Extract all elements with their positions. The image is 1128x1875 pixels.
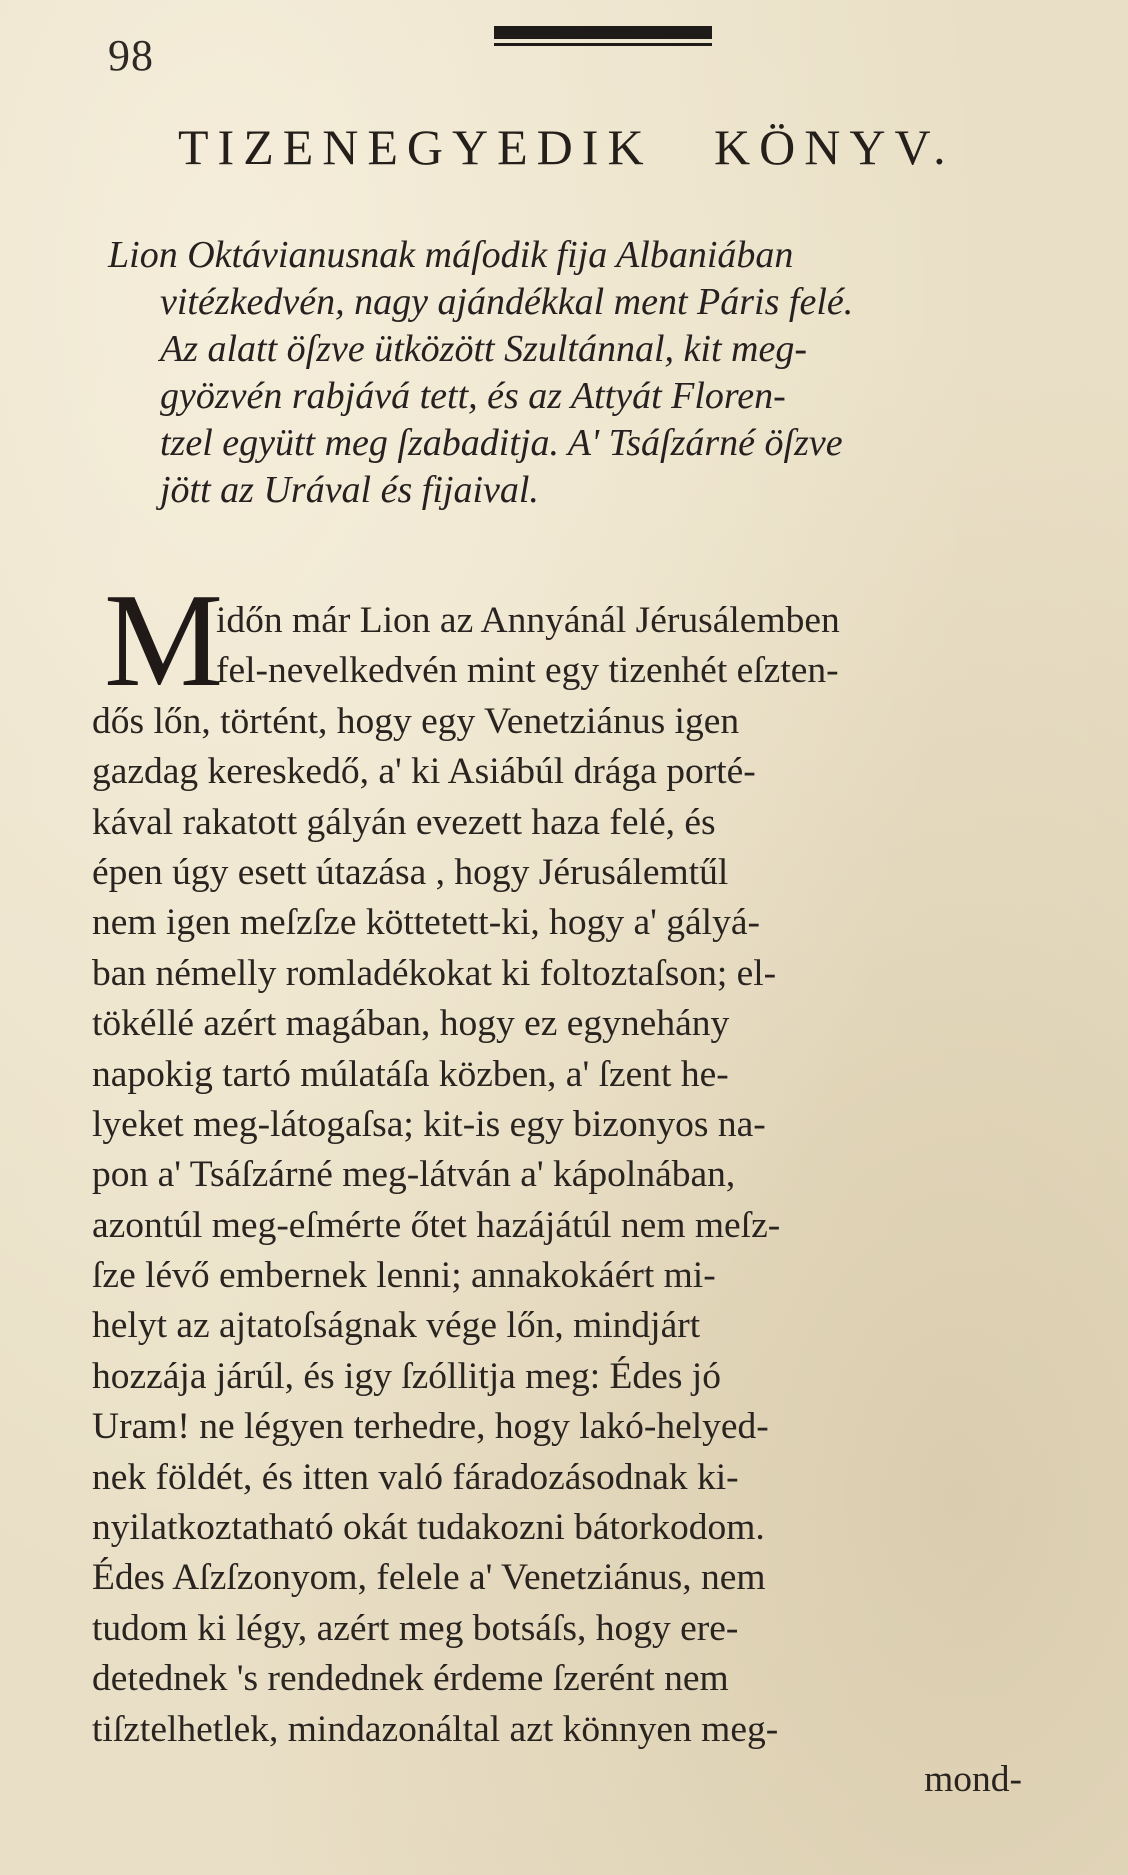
body-line: Édes Aſzſzonyom, felele a' Venetziánus, nem [92,1557,766,1599]
catchword: mond- [924,1758,1022,1800]
body-line: helyt az ajtatoſságnak vége lőn, mindjárt [92,1305,701,1347]
body-line: detednek 's rendednek érdeme ſzerént nem [92,1658,729,1700]
body-line: tiſztelhetlek, mindazonáltal azt könnyen meg- [92,1708,779,1750]
chapter-title: TIZENEGYEDIK KÖNYV. [178,119,955,175]
body-line: dős lőn, történt, hogy egy Venetziánus igen [92,700,740,742]
body-line: gazdag kereskedő, a' ki Asiábúl drága porté- [92,751,756,793]
body-line: fel-nevelkedvén mint egy tizenhét eſzten- [216,650,839,692]
body-line: tudom ki légy, azért meg botsáſs, hogy ere- [92,1607,739,1649]
body-line: napokig tartó múlatáſa közben, a' ſzent he- [92,1053,729,1095]
body-line: nyilatkoztatható okát tudakozni bátorkodom. [92,1507,765,1549]
body-line: pon a' Tsáſzárné meg-látván a' kápolnában, [92,1154,736,1196]
body-line: hozzája járúl, és igy ſzóllitja meg: Édes jó [92,1355,721,1397]
summary-line: jött az Urával és fijaival. [160,469,539,511]
header-rule [494,26,712,46]
body-line: épen úgy esett útazása , hogy Jérusálemtűl [92,851,729,893]
summary-line: Az alatt öſzve ütközött Szultánnal, kit meg- [160,328,807,370]
page-number: 98 [108,31,154,80]
body-line: tökéllé azért magában, hogy ez egynehány [92,1003,730,1045]
body-line: időn már Lion az Annyánál Jérusálemben [216,600,840,641]
body-text [92,596,1082,1805]
summary-line: tzel együtt meg ſzabaditja. A' Tsáſzárné öſzve [160,422,843,464]
summary-line: vitézkedvén, nagy ajándékkal ment Páris felé. [160,281,854,323]
body-line: Uram! ne légyen terhedre, hogy lakó-helyed- [92,1406,769,1448]
body-line: lyeket meg-látogaſsa; kit-is egy bizonyos na- [92,1103,766,1145]
body-line: nem igen meſzſze köttetett-ki, hogy a' gályá- [92,902,760,944]
body-line: nek földét, és itten való fáradozásodnak ki- [92,1456,739,1498]
body-line: ban némelly romladékokat ki foltoztaſson; el- [92,952,777,994]
summary-line: Lion Oktávianusnak máſodik fija Albaniában [108,234,794,276]
body-line: kával rakatott gályán evezett haza felé, és [92,801,716,843]
body-line: ſze lévő embernek lenni; annakokáért mi- [92,1255,716,1297]
summary-line: gyözvén rabjává tett, és az Attyát Floren- [160,375,786,417]
chapter-summary [108,232,1078,514]
body-line: azontúl meg-eſmérte őtet hazájátúl nem meſz- [92,1204,781,1246]
drop-cap: M [104,566,224,714]
